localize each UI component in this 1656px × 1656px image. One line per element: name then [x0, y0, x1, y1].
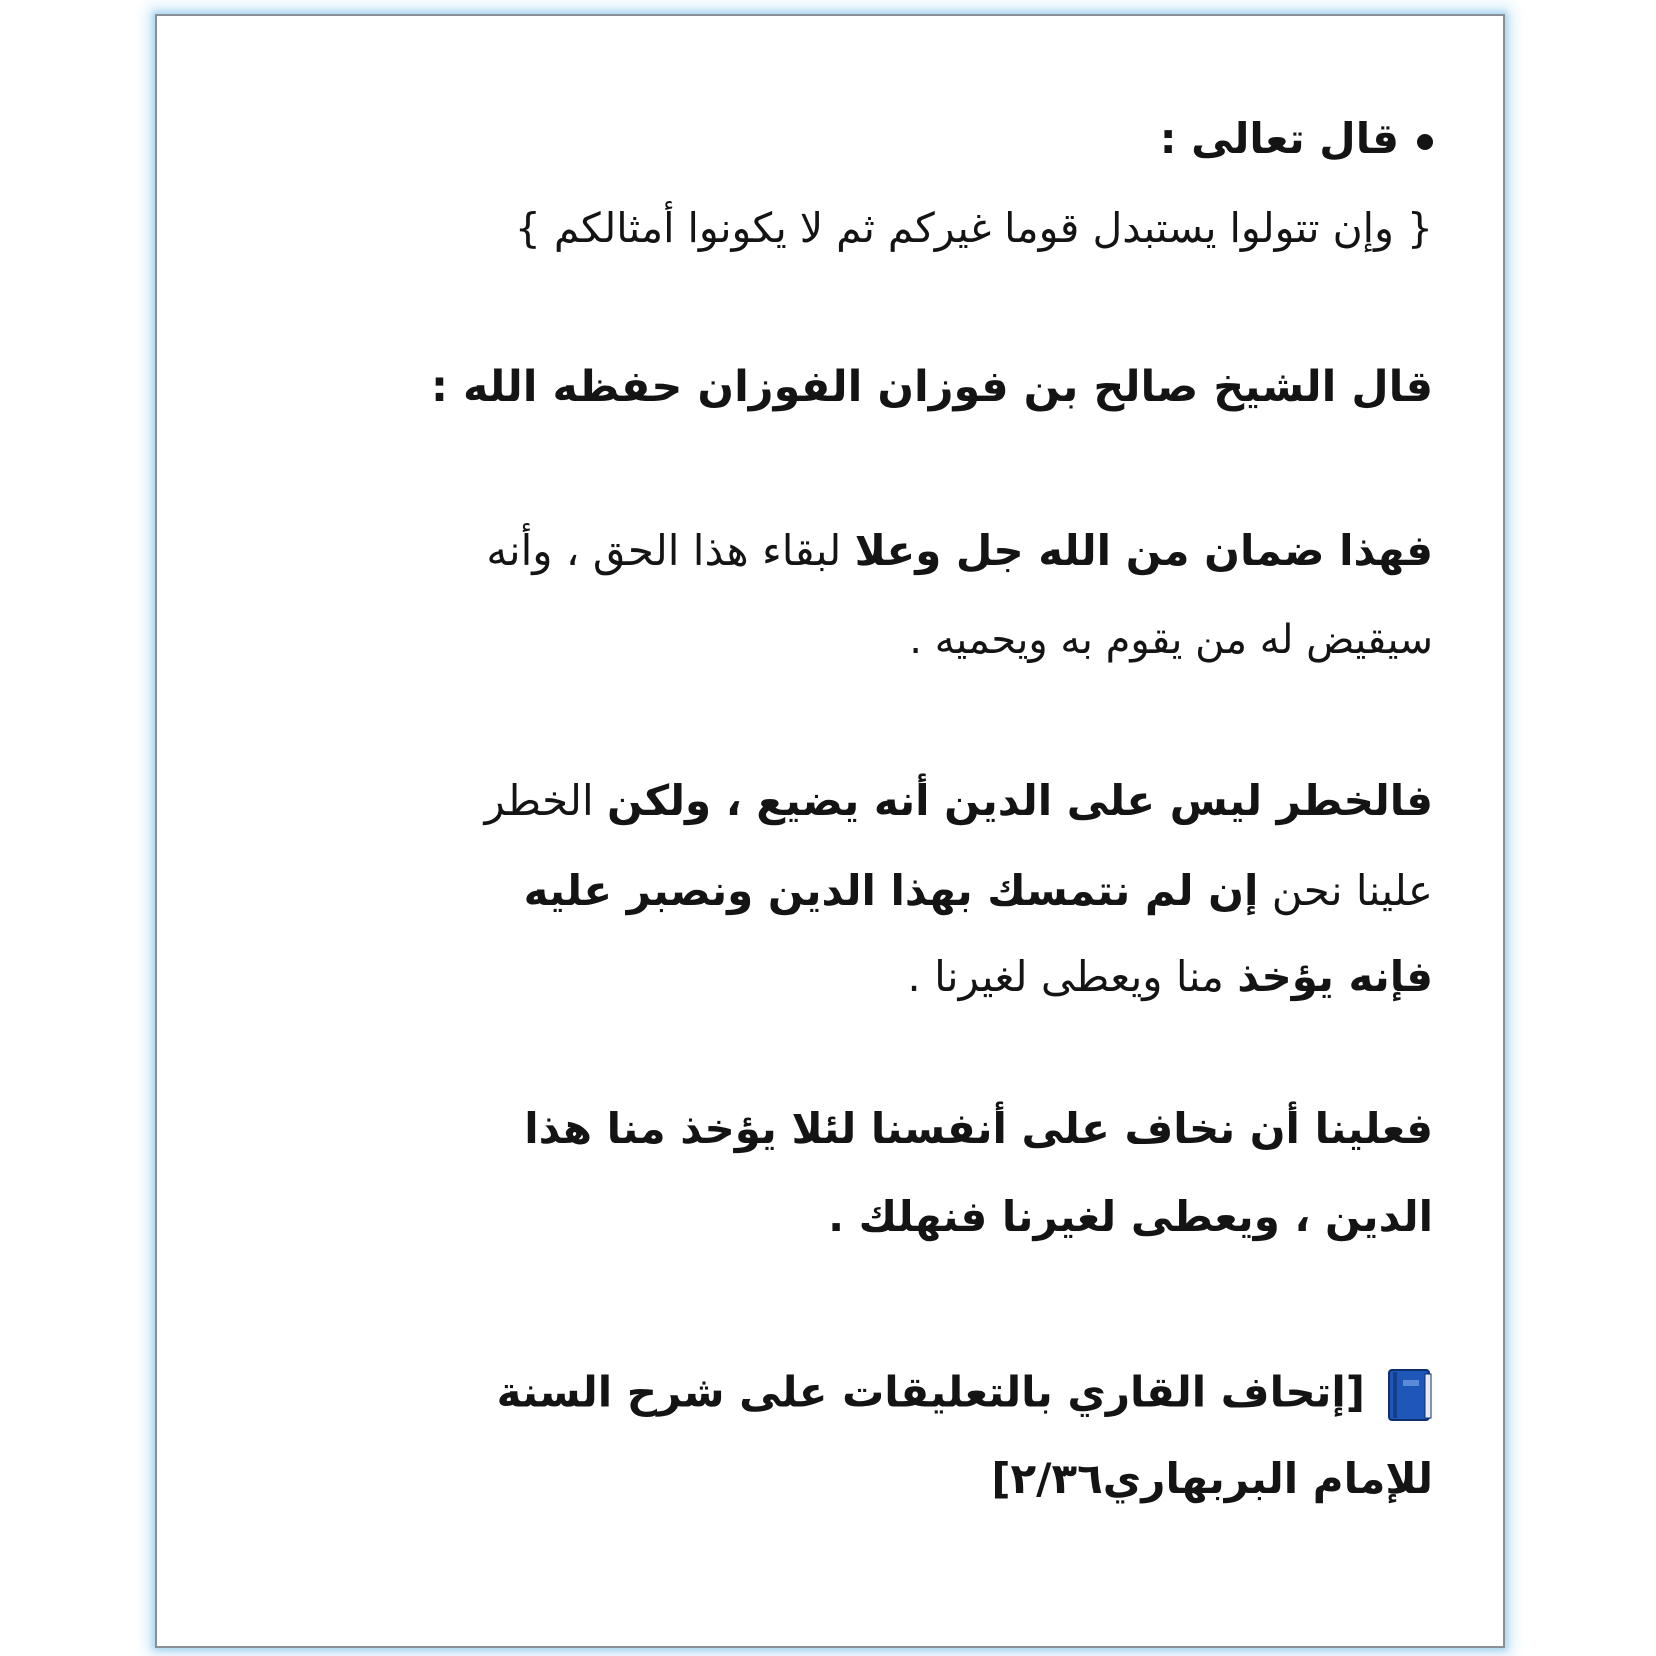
- paragraph-2-line-2: علينا نحن إن لم نتمسك بهذا الدين ونصبر عليه: [523, 866, 1433, 915]
- document-card: [157, 16, 1503, 1646]
- source-reference-line-2: للإمام البربهاري٢/٣٦]: [991, 1454, 1433, 1503]
- bullet-icon: [1417, 134, 1433, 150]
- quran-verse: { وإن تتولوا يستبدل قوما غيركم ثم لا يكونوا أمثالكم }: [514, 204, 1433, 252]
- source-reference-line-1: [إتحاف القاري بالتعليقات على شرح السنة: [497, 1368, 1433, 1422]
- paragraph-3-line-1: فعلينا أن نخاف على أنفسنا لئلا يؤخذ منا هذا: [524, 1104, 1433, 1153]
- document-text: [217, 16, 1433, 1646]
- paragraph-2-line-1: فالخطر ليس على الدين أنه يضيع ، ولكن الخطر: [484, 776, 1433, 825]
- paragraph-1-line-1: فهذا ضمان من الله جل وعلا لبقاء هذا الحق ، وأنه: [486, 526, 1433, 575]
- book-icon: [1387, 1368, 1433, 1422]
- paragraph-3-line-2: الدين ، ويعطى لغيرنا فنهلك .: [828, 1192, 1433, 1241]
- paragraph-1-line-2: سيقيض له من يقوم به ويحميه .: [909, 617, 1433, 663]
- heading-verse-intro: قال تعالى :: [1160, 118, 1433, 160]
- paragraph-2-line-3: فإنه يؤخذ منا ويعطى لغيرنا .: [907, 952, 1433, 1001]
- scholar-attribution: قال الشيخ صالح بن فوزان الفوزان حفظه الله :: [430, 362, 1433, 412]
